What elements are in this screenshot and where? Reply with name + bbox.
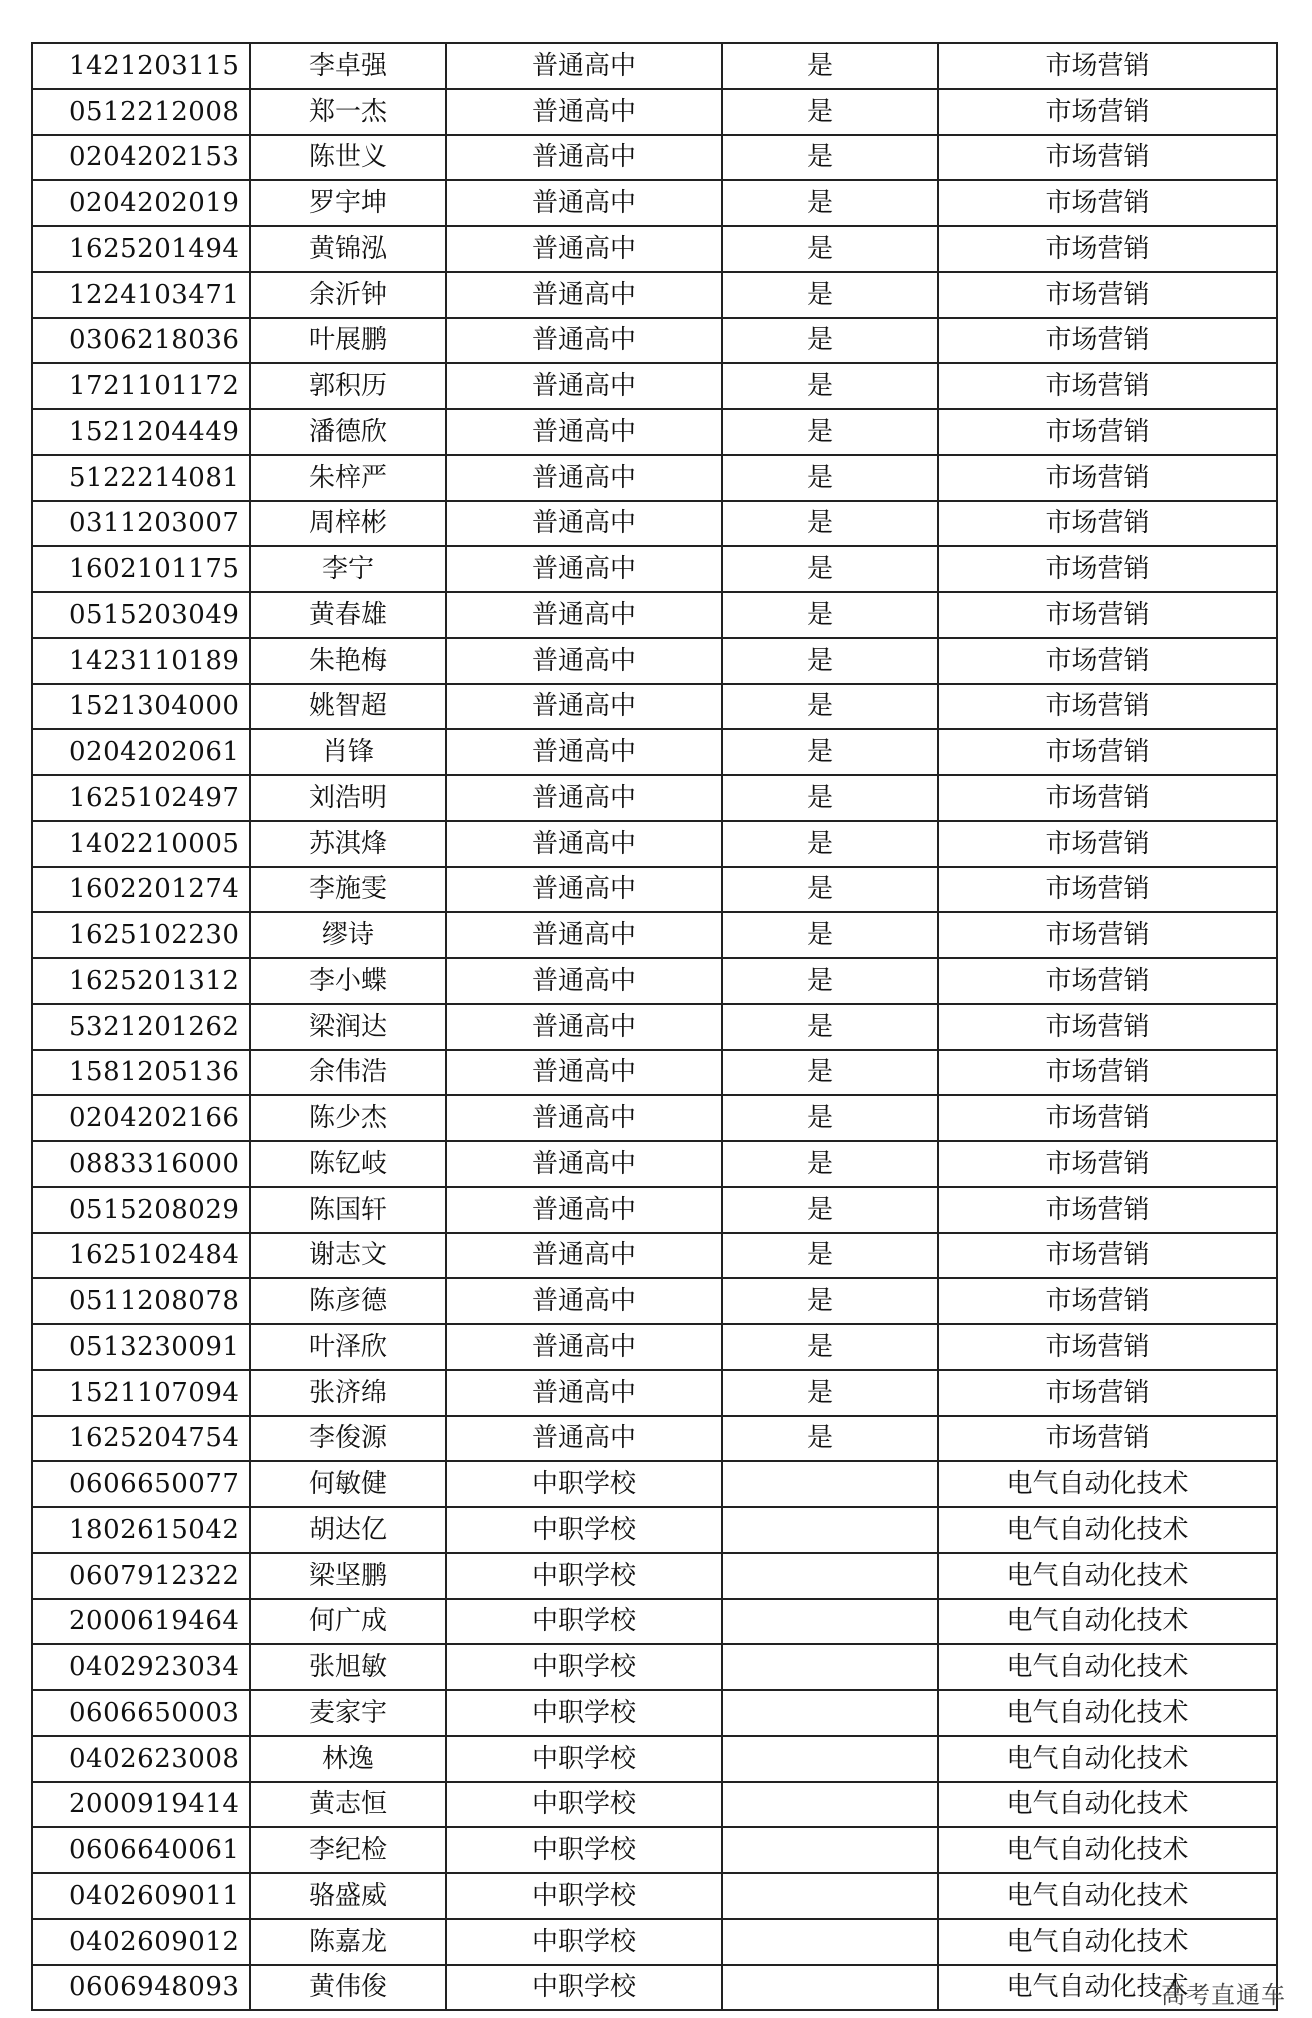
student-name-cell: 陈彦德: [250, 1278, 446, 1324]
table-row: [32, 912, 1277, 958]
major-cell: 市场营销: [938, 592, 1277, 638]
student-name-cell: 何广成: [250, 1599, 446, 1645]
flag-cell: 是: [722, 1141, 938, 1187]
table-row: [32, 455, 1277, 501]
table-row: [32, 1461, 1277, 1507]
flag-cell: 是: [722, 729, 938, 775]
student-name-cell: 陈世义: [250, 135, 446, 181]
candidate-id-cell: 2000619464: [32, 1599, 250, 1645]
table-row: [32, 1873, 1277, 1919]
major-cell: 市场营销: [938, 1278, 1277, 1324]
flag-cell: [722, 1599, 938, 1645]
school-type-cell: 普通高中: [446, 180, 722, 226]
student-name-cell: 叶展鹏: [250, 318, 446, 364]
flag-cell: 是: [722, 1370, 938, 1416]
table-row: [32, 684, 1277, 730]
candidate-id-cell: 5321201262: [32, 1004, 250, 1050]
flag-cell: 是: [722, 1324, 938, 1370]
student-name-cell: 黄伟俊: [250, 1965, 446, 2011]
student-name-cell: 李俊源: [250, 1416, 446, 1462]
table-row: [32, 958, 1277, 1004]
major-cell: 市场营销: [938, 1370, 1277, 1416]
admission-table-body: [32, 43, 1277, 2010]
major-cell: 电气自动化技术: [938, 1644, 1277, 1690]
flag-cell: 是: [722, 592, 938, 638]
major-cell: 市场营销: [938, 638, 1277, 684]
school-type-cell: 普通高中: [446, 546, 722, 592]
major-cell: 市场营销: [938, 409, 1277, 455]
candidate-id-cell: 0515203049: [32, 592, 250, 638]
flag-cell: 是: [722, 684, 938, 730]
flag-cell: [722, 1507, 938, 1553]
major-cell: 市场营销: [938, 318, 1277, 364]
school-type-cell: 中职学校: [446, 1919, 722, 1965]
major-cell: 市场营销: [938, 1050, 1277, 1096]
candidate-id-cell: 0402609011: [32, 1873, 250, 1919]
school-type-cell: 普通高中: [446, 867, 722, 913]
table-row: [32, 821, 1277, 867]
table-row: [32, 363, 1277, 409]
school-type-cell: 普通高中: [446, 43, 722, 89]
major-cell: 电气自动化技术: [938, 1736, 1277, 1782]
table-row: [32, 867, 1277, 913]
flag-cell: 是: [722, 1233, 938, 1279]
major-cell: 电气自动化技术: [938, 1782, 1277, 1828]
school-type-cell: 普通高中: [446, 1278, 722, 1324]
table-row: [32, 1965, 1277, 2011]
admission-list-sheet: [31, 42, 1276, 2011]
flag-cell: 是: [722, 455, 938, 501]
flag-cell: [722, 1644, 938, 1690]
school-type-cell: 普通高中: [446, 592, 722, 638]
student-name-cell: 郭积历: [250, 363, 446, 409]
table-row: [32, 1416, 1277, 1462]
student-name-cell: 余沂钟: [250, 272, 446, 318]
flag-cell: [722, 1461, 938, 1507]
school-type-cell: 普通高中: [446, 501, 722, 547]
student-name-cell: 陈国轩: [250, 1187, 446, 1233]
major-cell: 市场营销: [938, 363, 1277, 409]
student-name-cell: 余伟浩: [250, 1050, 446, 1096]
flag-cell: 是: [722, 409, 938, 455]
candidate-id-cell: 0311203007: [32, 501, 250, 547]
flag-cell: [722, 1965, 938, 2011]
major-cell: 电气自动化技术: [938, 1461, 1277, 1507]
flag-cell: 是: [722, 135, 938, 181]
candidate-id-cell: 2000919414: [32, 1782, 250, 1828]
student-name-cell: 肖锋: [250, 729, 446, 775]
student-name-cell: 姚智超: [250, 684, 446, 730]
school-type-cell: 中职学校: [446, 1507, 722, 1553]
major-cell: 市场营销: [938, 821, 1277, 867]
student-name-cell: 李卓强: [250, 43, 446, 89]
candidate-id-cell: 1625102230: [32, 912, 250, 958]
school-type-cell: 普通高中: [446, 821, 722, 867]
table-row: [32, 1370, 1277, 1416]
major-cell: 市场营销: [938, 43, 1277, 89]
table-row: [32, 135, 1277, 181]
flag-cell: [722, 1919, 938, 1965]
student-name-cell: 缪诗: [250, 912, 446, 958]
candidate-id-cell: 1625204754: [32, 1416, 250, 1462]
student-name-cell: 陈嘉龙: [250, 1919, 446, 1965]
major-cell: 市场营销: [938, 455, 1277, 501]
flag-cell: 是: [722, 1278, 938, 1324]
table-row: [32, 775, 1277, 821]
flag-cell: [722, 1873, 938, 1919]
candidate-id-cell: 1625201494: [32, 226, 250, 272]
major-cell: 市场营销: [938, 1233, 1277, 1279]
flag-cell: 是: [722, 43, 938, 89]
flag-cell: 是: [722, 1416, 938, 1462]
student-name-cell: 张旭敏: [250, 1644, 446, 1690]
admission-table: [31, 42, 1278, 2011]
candidate-id-cell: 0606650003: [32, 1690, 250, 1736]
candidate-id-cell: 1625201312: [32, 958, 250, 1004]
candidate-id-cell: 1625102497: [32, 775, 250, 821]
flag-cell: 是: [722, 867, 938, 913]
flag-cell: 是: [722, 1004, 938, 1050]
flag-cell: 是: [722, 1050, 938, 1096]
major-cell: 市场营销: [938, 272, 1277, 318]
student-name-cell: 梁润达: [250, 1004, 446, 1050]
candidate-id-cell: 0306218036: [32, 318, 250, 364]
candidate-id-cell: 0511208078: [32, 1278, 250, 1324]
major-cell: 电气自动化技术: [938, 1507, 1277, 1553]
major-cell: 市场营销: [938, 546, 1277, 592]
candidate-id-cell: 1602201274: [32, 867, 250, 913]
flag-cell: 是: [722, 226, 938, 272]
table-row: [32, 1644, 1277, 1690]
flag-cell: 是: [722, 363, 938, 409]
flag-cell: 是: [722, 272, 938, 318]
table-row: [32, 43, 1277, 89]
student-name-cell: 李施雯: [250, 867, 446, 913]
table-row: [32, 318, 1277, 364]
watermark: 高考直通车: [1161, 1981, 1286, 2009]
major-cell: 电气自动化技术: [938, 1827, 1277, 1873]
school-type-cell: 中职学校: [446, 1690, 722, 1736]
major-cell: 电气自动化技术: [938, 1599, 1277, 1645]
student-name-cell: 叶泽欣: [250, 1324, 446, 1370]
candidate-id-cell: 0883316000: [32, 1141, 250, 1187]
school-type-cell: 中职学校: [446, 1599, 722, 1645]
candidate-id-cell: 0204202061: [32, 729, 250, 775]
major-cell: 市场营销: [938, 180, 1277, 226]
major-cell: 市场营销: [938, 912, 1277, 958]
student-name-cell: 朱艳梅: [250, 638, 446, 684]
candidate-id-cell: 0515208029: [32, 1187, 250, 1233]
table-row: [32, 1095, 1277, 1141]
table-row: [32, 1004, 1277, 1050]
table-row: [32, 1141, 1277, 1187]
candidate-id-cell: 0606650077: [32, 1461, 250, 1507]
candidate-id-cell: 0402623008: [32, 1736, 250, 1782]
flag-cell: 是: [722, 775, 938, 821]
school-type-cell: 普通高中: [446, 1095, 722, 1141]
table-row: [32, 272, 1277, 318]
school-type-cell: 普通高中: [446, 684, 722, 730]
table-row: [32, 1782, 1277, 1828]
major-cell: 市场营销: [938, 1095, 1277, 1141]
candidate-id-cell: 1721101172: [32, 363, 250, 409]
student-name-cell: 李纪检: [250, 1827, 446, 1873]
school-type-cell: 普通高中: [446, 1416, 722, 1462]
major-cell: 电气自动化技术: [938, 1919, 1277, 1965]
candidate-id-cell: 0606948093: [32, 1965, 250, 2011]
table-row: [32, 1233, 1277, 1279]
flag-cell: 是: [722, 912, 938, 958]
major-cell: 市场营销: [938, 1141, 1277, 1187]
student-name-cell: 梁坚鹏: [250, 1553, 446, 1599]
flag-cell: 是: [722, 546, 938, 592]
student-name-cell: 罗宇坤: [250, 180, 446, 226]
school-type-cell: 普通高中: [446, 1233, 722, 1279]
flag-cell: [722, 1736, 938, 1782]
table-row: [32, 1278, 1277, 1324]
flag-cell: [722, 1690, 938, 1736]
table-row: [32, 1690, 1277, 1736]
school-type-cell: 普通高中: [446, 318, 722, 364]
table-row: [32, 409, 1277, 455]
school-type-cell: 中职学校: [446, 1736, 722, 1782]
candidate-id-cell: 1521204449: [32, 409, 250, 455]
major-cell: 市场营销: [938, 89, 1277, 135]
school-type-cell: 普通高中: [446, 89, 722, 135]
school-type-cell: 中职学校: [446, 1553, 722, 1599]
school-type-cell: 普通高中: [446, 135, 722, 181]
school-type-cell: 普通高中: [446, 363, 722, 409]
table-row: [32, 501, 1277, 547]
table-row: [32, 1324, 1277, 1370]
flag-cell: [722, 1553, 938, 1599]
student-name-cell: 周梓彬: [250, 501, 446, 547]
student-name-cell: 陈钇岐: [250, 1141, 446, 1187]
major-cell: 市场营销: [938, 729, 1277, 775]
student-name-cell: 李小蝶: [250, 958, 446, 1004]
flag-cell: 是: [722, 1187, 938, 1233]
major-cell: 市场营销: [938, 1324, 1277, 1370]
school-type-cell: 中职学校: [446, 1782, 722, 1828]
student-name-cell: 何敏健: [250, 1461, 446, 1507]
school-type-cell: 普通高中: [446, 775, 722, 821]
table-row: [32, 638, 1277, 684]
school-type-cell: 中职学校: [446, 1461, 722, 1507]
school-type-cell: 普通高中: [446, 1187, 722, 1233]
major-cell: 市场营销: [938, 501, 1277, 547]
school-type-cell: 中职学校: [446, 1644, 722, 1690]
flag-cell: 是: [722, 501, 938, 547]
table-row: [32, 1736, 1277, 1782]
flag-cell: 是: [722, 638, 938, 684]
candidate-id-cell: 1521107094: [32, 1370, 250, 1416]
table-row: [32, 1507, 1277, 1553]
school-type-cell: 普通高中: [446, 958, 722, 1004]
major-cell: 市场营销: [938, 958, 1277, 1004]
table-row: [32, 1599, 1277, 1645]
student-name-cell: 苏淇烽: [250, 821, 446, 867]
major-cell: 市场营销: [938, 775, 1277, 821]
school-type-cell: 普通高中: [446, 1141, 722, 1187]
student-name-cell: 黄春雄: [250, 592, 446, 638]
candidate-id-cell: 0204202153: [32, 135, 250, 181]
candidate-id-cell: 1521304000: [32, 684, 250, 730]
table-row: [32, 180, 1277, 226]
candidate-id-cell: 1625102484: [32, 1233, 250, 1279]
candidate-id-cell: 0204202019: [32, 180, 250, 226]
student-name-cell: 张济绵: [250, 1370, 446, 1416]
flag-cell: 是: [722, 318, 938, 364]
school-type-cell: 普通高中: [446, 638, 722, 684]
candidate-id-cell: 1423110189: [32, 638, 250, 684]
candidate-id-cell: 0607912322: [32, 1553, 250, 1599]
major-cell: 市场营销: [938, 135, 1277, 181]
candidate-id-cell: 0512212008: [32, 89, 250, 135]
flag-cell: 是: [722, 958, 938, 1004]
table-row: [32, 1553, 1277, 1599]
school-type-cell: 普通高中: [446, 226, 722, 272]
major-cell: 电气自动化技术: [938, 1690, 1277, 1736]
school-type-cell: 普通高中: [446, 912, 722, 958]
school-type-cell: 中职学校: [446, 1873, 722, 1919]
candidate-id-cell: 0606640061: [32, 1827, 250, 1873]
flag-cell: 是: [722, 1095, 938, 1141]
candidate-id-cell: 0402609012: [32, 1919, 250, 1965]
candidate-id-cell: 1224103471: [32, 272, 250, 318]
table-row: [32, 226, 1277, 272]
student-name-cell: 朱梓严: [250, 455, 446, 501]
major-cell: 电气自动化技术: [938, 1553, 1277, 1599]
student-name-cell: 黄志恒: [250, 1782, 446, 1828]
student-name-cell: 骆盛威: [250, 1873, 446, 1919]
candidate-id-cell: 0204202166: [32, 1095, 250, 1141]
flag-cell: [722, 1827, 938, 1873]
student-name-cell: 陈少杰: [250, 1095, 446, 1141]
school-type-cell: 普通高中: [446, 455, 722, 501]
major-cell: 电气自动化技术: [938, 1965, 1277, 2011]
major-cell: 市场营销: [938, 867, 1277, 913]
flag-cell: [722, 1782, 938, 1828]
major-cell: 市场营销: [938, 684, 1277, 730]
major-cell: 市场营销: [938, 226, 1277, 272]
student-name-cell: 郑一杰: [250, 89, 446, 135]
flag-cell: 是: [722, 821, 938, 867]
school-type-cell: 普通高中: [446, 1050, 722, 1096]
school-type-cell: 普通高中: [446, 1004, 722, 1050]
table-row: [32, 1187, 1277, 1233]
major-cell: 市场营销: [938, 1187, 1277, 1233]
student-name-cell: 胡达亿: [250, 1507, 446, 1553]
candidate-id-cell: 0513230091: [32, 1324, 250, 1370]
student-name-cell: 林逸: [250, 1736, 446, 1782]
candidate-id-cell: 1802615042: [32, 1507, 250, 1553]
school-type-cell: 普通高中: [446, 409, 722, 455]
candidate-id-cell: 1602101175: [32, 546, 250, 592]
flag-cell: 是: [722, 180, 938, 226]
candidate-id-cell: 1402210005: [32, 821, 250, 867]
student-name-cell: 潘德欣: [250, 409, 446, 455]
table-row: [32, 1919, 1277, 1965]
student-name-cell: 李宁: [250, 546, 446, 592]
student-name-cell: 麦家宇: [250, 1690, 446, 1736]
school-type-cell: 中职学校: [446, 1827, 722, 1873]
student-name-cell: 黄锦泓: [250, 226, 446, 272]
candidate-id-cell: 5122214081: [32, 455, 250, 501]
candidate-id-cell: 1421203115: [32, 43, 250, 89]
student-name-cell: 刘浩明: [250, 775, 446, 821]
table-row: [32, 592, 1277, 638]
flag-cell: 是: [722, 89, 938, 135]
major-cell: 市场营销: [938, 1416, 1277, 1462]
school-type-cell: 中职学校: [446, 1965, 722, 2011]
table-row: [32, 89, 1277, 135]
candidate-id-cell: 1581205136: [32, 1050, 250, 1096]
school-type-cell: 普通高中: [446, 272, 722, 318]
table-row: [32, 1827, 1277, 1873]
school-type-cell: 普通高中: [446, 729, 722, 775]
school-type-cell: 普通高中: [446, 1370, 722, 1416]
student-name-cell: 谢志文: [250, 1233, 446, 1279]
candidate-id-cell: 0402923034: [32, 1644, 250, 1690]
table-row: [32, 729, 1277, 775]
school-type-cell: 普通高中: [446, 1324, 722, 1370]
major-cell: 市场营销: [938, 1004, 1277, 1050]
table-row: [32, 1050, 1277, 1096]
major-cell: 电气自动化技术: [938, 1873, 1277, 1919]
table-row: [32, 546, 1277, 592]
